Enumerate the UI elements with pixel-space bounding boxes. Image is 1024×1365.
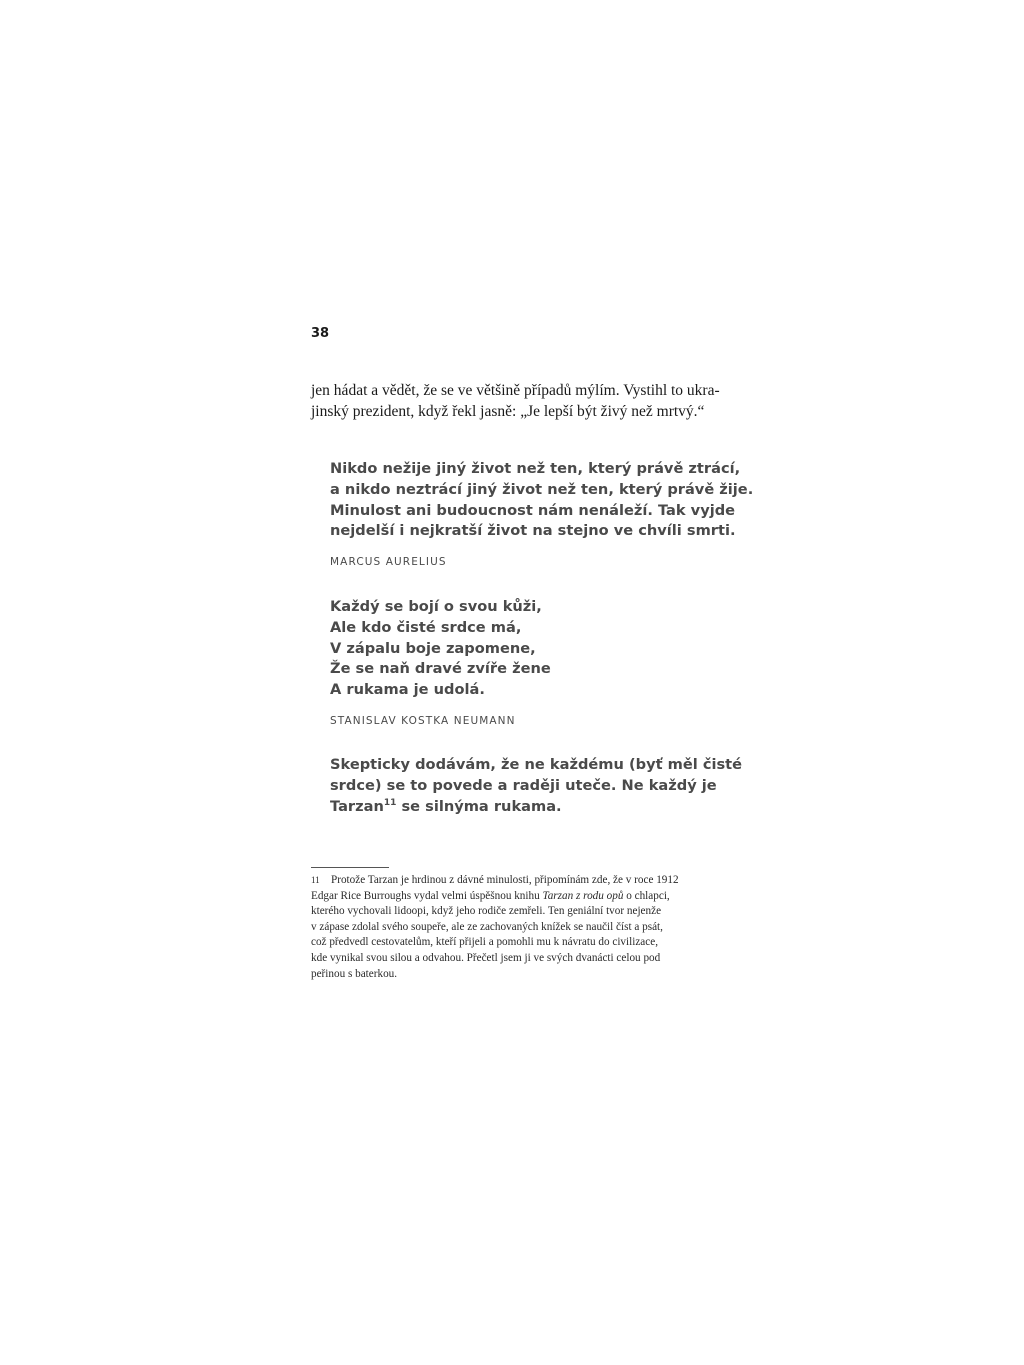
poem-line: V zápalu boje zapomene,	[330, 639, 536, 657]
book-title: Tarzan z rodu opů	[542, 889, 624, 902]
poem-line: Ale kdo čisté srdce má,	[330, 618, 522, 636]
closing-line	[330, 797, 710, 818]
closing-line-text: Tarzan	[330, 797, 384, 815]
quote-stanislav-kostka-neumann	[330, 597, 710, 727]
body-paragraph	[311, 380, 720, 422]
closing-line: Skepticky dodávám, že ne každému (byť měl čisté	[330, 756, 743, 773]
poem-line: Každý se bojí o svou kůži,	[330, 598, 542, 615]
quote-author: STANISLAV KOSTKA NEUMANN	[330, 714, 516, 727]
footnote-line	[311, 889, 702, 905]
quote-line: Minulost ani budoucnost nám nenáleží. Tak vyjde	[330, 501, 736, 519]
closing-line: srdce) se to povede a raději uteče. Ne každý je	[330, 776, 717, 794]
footnote-reference[interactable]: 11	[383, 797, 397, 808]
footnote-line: kde vynikal svou silou a odvahou. Přečetl jsem ji ve svých dvanácti celou pod	[311, 951, 661, 964]
quote-text	[330, 459, 754, 542]
footnote-number: 11	[311, 875, 320, 885]
footnote-line: kterého vychovali lidoopi, když jeho rodiče zemřeli. Ten geniální tvor nejenže	[311, 905, 662, 918]
poem-line: A rukama je udolá.	[330, 681, 485, 699]
footnote	[311, 873, 702, 982]
quote-author: MARCUS AURELIUS	[330, 556, 447, 569]
footnote-divider	[311, 867, 389, 868]
footnote-line-text: o chlapci,	[623, 889, 670, 902]
footnote-line-text: Protože Tarzan je hrdinou z dávné minulosti, připomínám zde, že v roce 1912	[331, 874, 679, 886]
page-number: 38	[311, 326, 330, 341]
poem-line: Že se naň dravé zvíře žene	[330, 660, 551, 678]
footnote-line	[311, 873, 702, 889]
footnote-line-text: Edgar Rice Burroughs vydal velmi úspěšnou knihu	[311, 889, 543, 902]
footnote-line: což předvedl cestovatelům, kteří přijeli a pomohli mu k návratu do civilizace,	[311, 936, 659, 949]
poem-text	[330, 597, 710, 701]
paragraph-line: jen hádat a vědět, že se ve většině případů mýlím. Vystihl to ukra-	[311, 382, 720, 399]
paragraph-line: jinský prezident, když řekl jasně: „Je lepší být živý než mrtvý.“	[311, 403, 705, 420]
footnote-line: peřinou s baterkou.	[311, 967, 398, 980]
closing-text	[330, 755, 743, 817]
quote-marcus-aurelius	[330, 459, 754, 569]
closing-remark	[330, 755, 743, 817]
quote-line: a nikdo neztrácí jiný život než ten, který právě žije.	[330, 480, 754, 498]
quote-line: Nikdo nežije jiný život než ten, který právě ztrácí,	[330, 460, 741, 477]
closing-line-text: se silnýma rukama.	[396, 797, 562, 815]
footnote-line: v zápase zdolal svého soupeře, ale ze zachovaných knížek se naučil číst a psát,	[311, 920, 663, 933]
quote-line: nejdelší i nejkratší život na stejno ve chvíli smrti.	[330, 522, 736, 540]
